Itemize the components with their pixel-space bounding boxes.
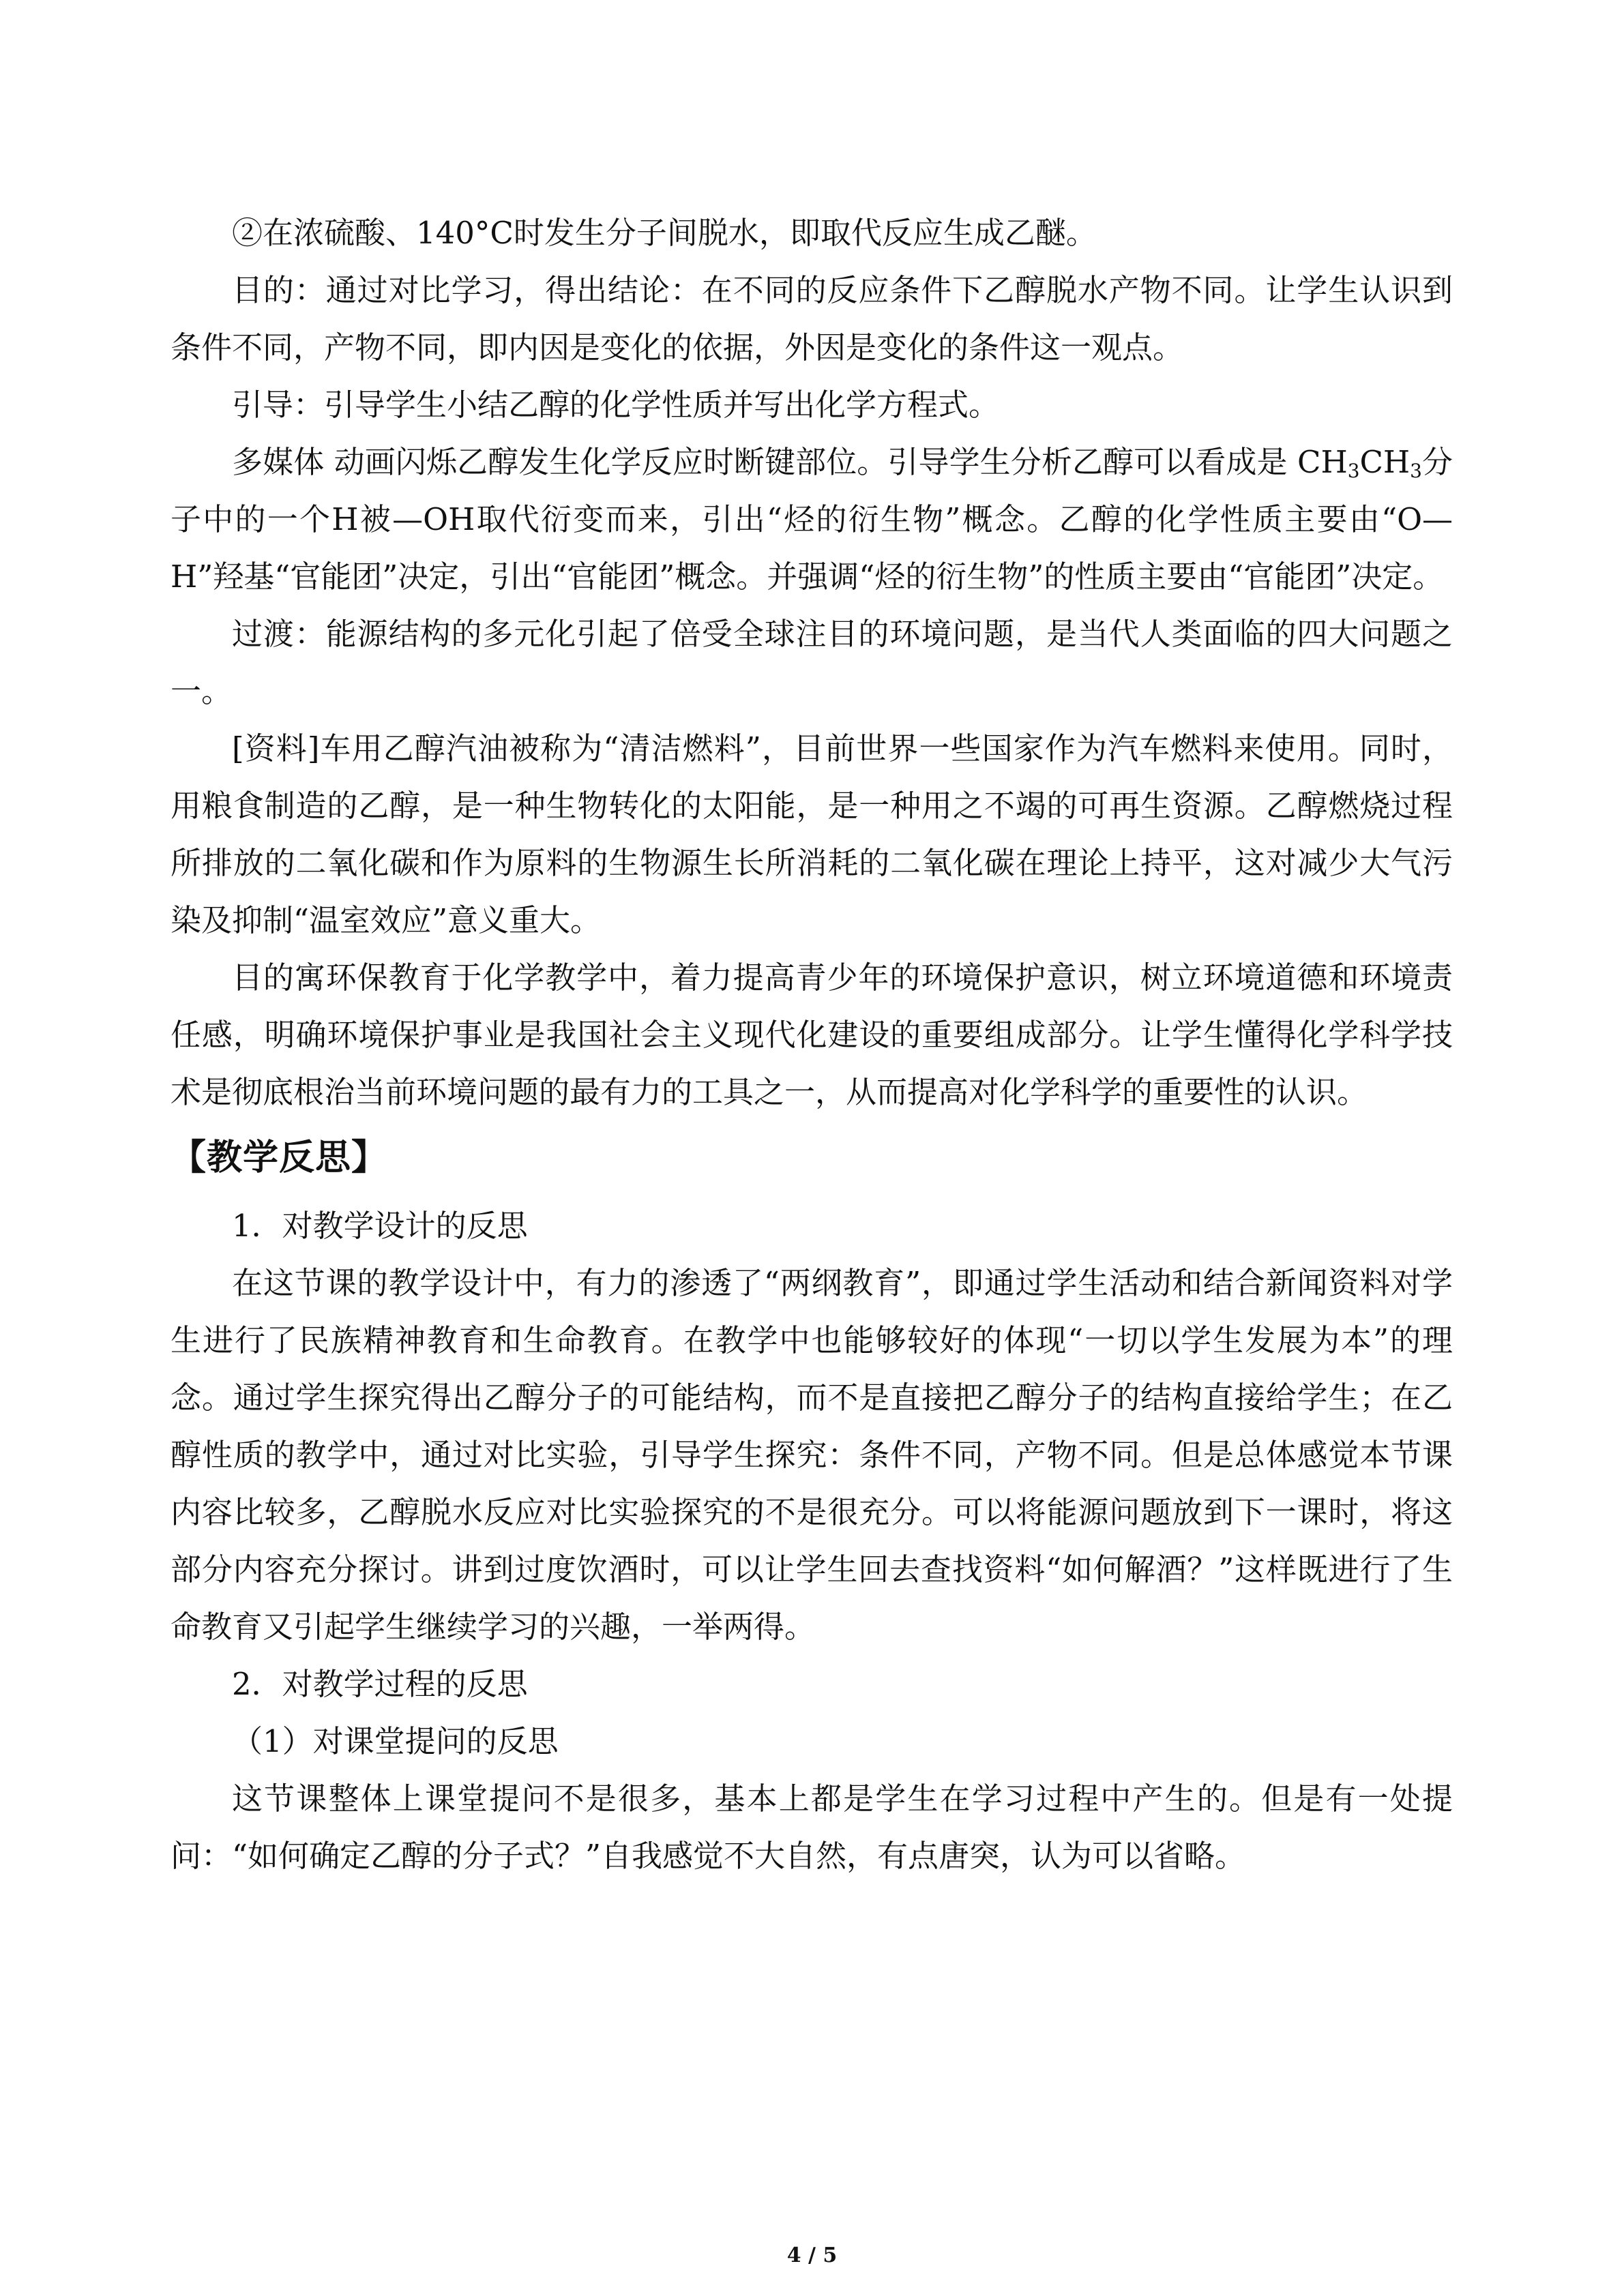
- subheading-design-reflection: 1．对教学设计的反思: [232, 1208, 528, 1244]
- paragraph-transition-energy: 过渡：能源结构的多元化引起了倍受全球注目的环境问题，是当代人类面临的四大问题之一。: [171, 616, 1453, 709]
- multimedia-text-before: 多媒体 动画闪烁乙醇发生化学反应时断键部位。引导学生分析乙醇可以看成是 CH: [232, 444, 1348, 480]
- paragraph-purpose-environment: 目的寓环保教育于化学教学中，着力提高青少年的环境保护意识，树立环境道德和环境责任感，明确环境保护事业是我国社会主义现代化建设的重要组成部分。让学生懂得化学科学技术是彻底根治当前环境问题的最有力的工具之一，从而提高对化学科学的重要性的认识。: [171, 959, 1453, 1110]
- formula-subscript-1: 3: [1347, 459, 1360, 482]
- paragraph-material-ethanol-gasoline: [资料]车用乙醇汽油被称为“清洁燃料”，目前世界一些国家作为汽车燃料来使用。同时，用粮食制造的乙醇，是一种生物转化的太阳能，是一种用之不竭的可再生资源。乙醇燃烧过程所排放的二氧化碳和作为原料的生物源生长所消耗的二氧化碳在理论上持平，这对减少大气污染及抑制“温室效应”意义重大。: [171, 730, 1453, 938]
- subheading-questioning-reflection: （1）对课堂提问的反思: [232, 1723, 559, 1759]
- paragraph-design-reflection: 在这节课的教学设计中，有力的渗透了“两纲教育”，即通过学生活动和结合新闻资料对学生进行了民族精神教育和生命教育。在教学中也能够较好的体现“一切以学生发展为本”的理念。通过学生探究得出乙醇分子的可能结构，而不是直接把乙醇分子的结构直接给学生；在乙醇性质的教学中，通过对比实验，引导学生探究：条件不同，产物不同。但是总体感觉本节课内容比较多，乙醇脱水反应对比实验探究的不是很充分。可以将能源问题放到下一课时，将这部分内容充分探讨。讲到过度饮酒时，可以让学生回去查找资料“如何解酒？”这样既进行了生命教育又引起学生继续学习的兴趣，一举两得。: [171, 1265, 1453, 1645]
- multimedia-text-after: 分子中的一个H被—OH取代衍变而来，引出“烃的衍生物”概念。乙醇的化学性质主要由“O—H”羟基“官能团”决定，引出“官能团”概念。并强调“烃的衍生物”的性质主要由“官能团”决定。: [171, 444, 1453, 595]
- formula-subscript-2: 3: [1410, 459, 1422, 482]
- paragraph-multimedia: [171, 434, 1453, 606]
- subheading-process-reflection: 2．对教学过程的反思: [232, 1666, 528, 1702]
- page-number: 4 / 5: [786, 2243, 838, 2267]
- multimedia-text-mid: CH: [1359, 444, 1411, 480]
- page-content: [171, 205, 1453, 1885]
- paragraph-purpose-comparison: 目的：通过对比学习，得出结论：在不同的反应条件下乙醇脱水产物不同。让学生认识到条件不同，产物不同，即内因是变化的依据，外因是变化的条件这一观点。: [171, 272, 1453, 366]
- paragraph-questioning-reflection: 这节课整体上课堂提问不是很多，基本上都是学生在学习过程中产生的。但是有一处提问：“如何确定乙醇的分子式？”自我感觉不大自然，有点唐突，认为可以省略。: [171, 1780, 1453, 1874]
- section-heading-teaching-reflection: 【教学反思】: [171, 1137, 388, 1178]
- paragraph-dehydration-ether: ②在浓硫酸、140°C时发生分子间脱水，即取代反应生成乙醚。: [232, 215, 1097, 251]
- paragraph-guidance-summary: 引导：引导学生小结乙醇的化学性质并写出化学方程式。: [232, 387, 1000, 423]
